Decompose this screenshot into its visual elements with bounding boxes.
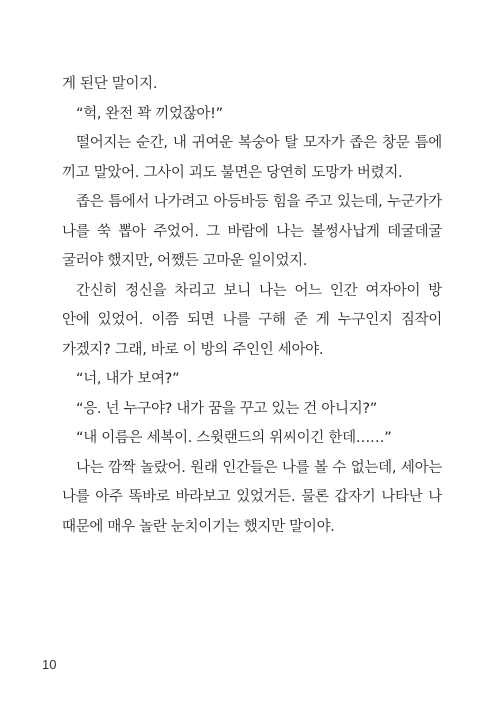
paragraph: “응. 넌 누구야? 내가 꿈을 꾸고 있는 건 아니지?” — [76, 400, 378, 417]
body-text — [62, 70, 442, 542]
paragraph: 간신히 정신을 차리고 보니 나는 어느 인간 여자아이 방 안에 있었어. 이쯤 되면 나를 구해 준 게 누구인지 짐작이 가겠지? 그래, 바로 이 방의 주인인 세아야. — [62, 282, 442, 358]
paragraph: 좁은 틈에서 나가려고 아등바등 힘을 주고 있는데, 누군가가 나를 쑥 뽑아 주었어. 그 바람에 나는 볼썽사납게 데굴데굴 굴러야 했지만, 어쨌든 고마운 일이었지. — [62, 194, 442, 269]
paragraph: 떨어지는 순간, 내 귀여운 복숭아 탈 모자가 좁은 창문 틈에 끼고 말았어. 그사이 괴도 불면은 당연히 도망가 버렸지. — [62, 135, 442, 181]
paragraph: “내 이름은 세복이. 스윗랜드의 위씨이긴 한데……” — [76, 430, 392, 446]
page-number: 10 — [42, 657, 57, 672]
paragraph: 나는 깜짝 놀랐어. 원래 인간들은 나를 볼 수 없는데, 세아는 나를 아주 똑바로 바라보고 있었거든. 물론 갑자기 나타난 나 때문에 매우 놀란 눈치이기는 했지만 말이야. — [62, 459, 442, 535]
paragraph: “너, 내가 보여?” — [76, 371, 180, 387]
paragraph: “헉, 완전 꽉 끼었잖아!” — [76, 105, 223, 122]
paragraph-continuation: 게 된단 말이지. — [62, 76, 158, 92]
